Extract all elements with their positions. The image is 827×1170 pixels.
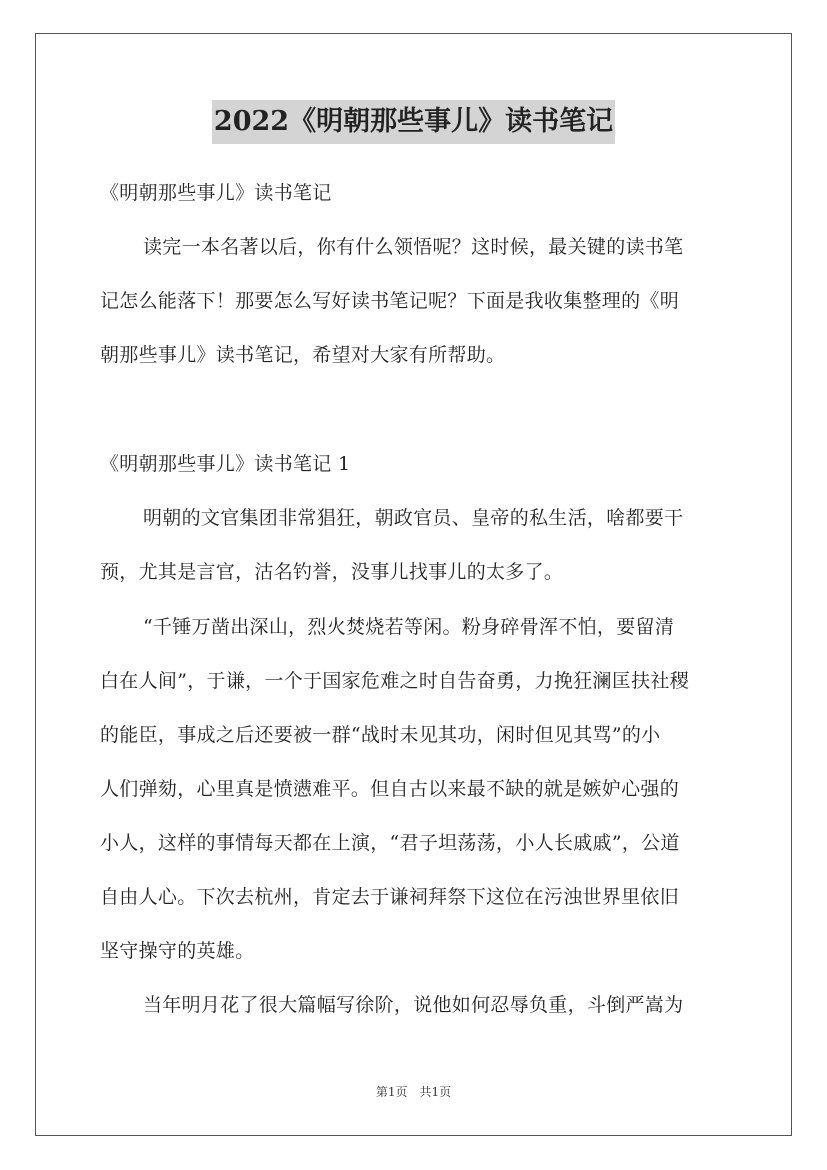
- paragraph-line: 的能臣，事成之后还要被一群“战时未见其功，闲时但见其骂”的小: [100, 724, 661, 746]
- paragraph-line: 坚守操守的英雄。: [100, 940, 255, 962]
- page-footer: 第1页 共1页: [375, 1085, 452, 1099]
- intro-line: 朝那些事儿》读书笔记，希望对大家有所帮助。: [100, 344, 506, 366]
- document-title: 2022《明朝那些事儿》读书笔记: [212, 100, 615, 144]
- paragraph-line: 预，尤其是言官，沽名钓誉，没事儿找事儿的太多了。: [100, 561, 564, 583]
- title-container: [0, 100, 827, 144]
- paragraph-line: “千锤万凿出深山，烈火焚烧若等闲。粉身碎骨浑不怕，要留清: [143, 616, 675, 638]
- document-subtitle: 《明朝那些事儿》读书笔记: [100, 182, 332, 204]
- paragraph-line: 明朝的文官集团非常猖狂，朝政官员、皇帝的私生活，啥都要干: [143, 507, 684, 529]
- paragraph-line: 白在人间”，于谦，一个于国家危难之时自告奋勇，力挽狂澜匡扶社稷: [100, 670, 690, 692]
- intro-line: 读完一本名著以后，你有什么领悟呢？这时候，最关键的读书笔: [143, 236, 684, 258]
- section-heading: 《明朝那些事儿》读书笔记 1: [100, 453, 351, 475]
- paragraph-line: 自由人心。下次去杭州，肯定去于谦祠拜祭下这位在污浊世界里依旧: [100, 886, 680, 908]
- paragraph-line: 小人，这样的事情每天都在上演，“君子坦荡荡，小人长戚戚”，公道: [100, 832, 680, 854]
- paragraph-line: 当年明月花了很大篇幅写徐阶，说他如何忍辱负重，斗倒严嵩为: [143, 994, 684, 1016]
- intro-line: 记怎么能落下！那要怎么写好读书笔记呢？下面是我收集整理的《明: [100, 290, 680, 312]
- paragraph-line: 人们弹劾，心里真是愤懑难平。但自古以来最不缺的就是嫉妒心强的: [100, 778, 680, 800]
